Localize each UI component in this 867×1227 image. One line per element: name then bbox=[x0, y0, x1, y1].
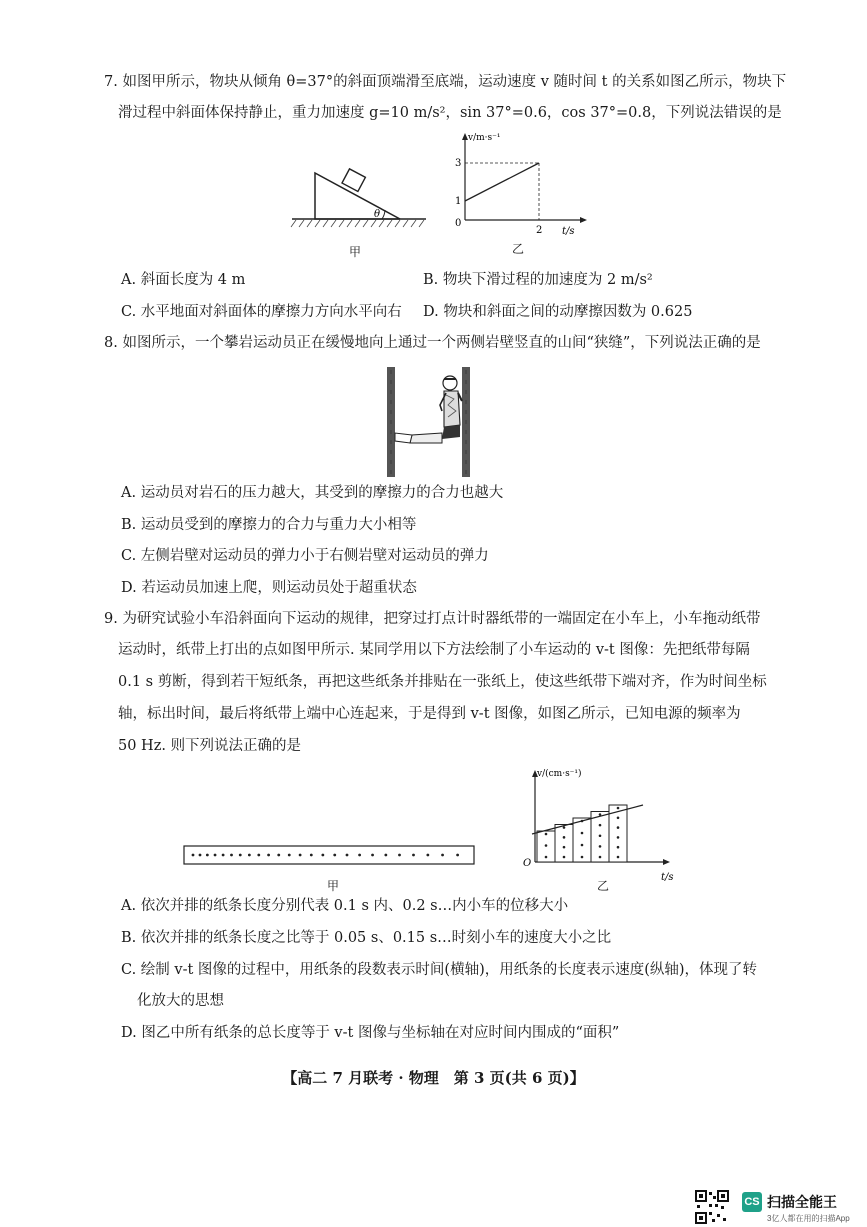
q9-stem-line4: 轴，标出时间，最后将纸带上端中心连起来，于是得到 v-t 图像，如图乙所示，已知电源的频率为 bbox=[118, 706, 741, 722]
q8-option-d: D. 若运动员加速上爬，则运动员处于超重状态 bbox=[121, 580, 417, 596]
q7-vt-xlabel: t/s bbox=[562, 226, 575, 237]
q9-fig-b-caption: 乙 bbox=[597, 879, 610, 893]
strip-dot bbox=[599, 856, 602, 859]
tape-dot bbox=[371, 854, 374, 857]
tape-dot bbox=[321, 854, 324, 857]
q7-stem-line1: 7. 如图甲所示，物块从倾角 θ=37°的斜面顶端滑至底端，运动速度 v 随时间 t 的关系如图乙所示，物块下 bbox=[104, 74, 787, 90]
tape-dot bbox=[257, 854, 260, 857]
strip-dot bbox=[599, 845, 602, 848]
tape-dot bbox=[384, 854, 387, 857]
tape-dot bbox=[277, 854, 280, 857]
q9-option-c-line1: C. 绘制 v-t 图像的过程中，用纸条的段数表示时间(横轴)，用纸条的长度表示速度(纵轴)，体现了转 bbox=[121, 962, 758, 978]
q9-option-c-line2: 化放大的思想 bbox=[137, 993, 224, 1009]
tape-dot bbox=[248, 854, 251, 857]
q9-vt-xlabel: t/s bbox=[661, 872, 674, 883]
tape-dot bbox=[333, 854, 336, 857]
strip-dot bbox=[563, 826, 566, 829]
tape-dot bbox=[239, 854, 242, 857]
q9-vt-strip-graph bbox=[515, 767, 675, 882]
q7-theta-label: θ bbox=[374, 209, 381, 220]
strip-dot bbox=[545, 844, 548, 847]
q7-incline-figure bbox=[290, 165, 430, 245]
strip-dot bbox=[563, 836, 566, 839]
tape-dot bbox=[398, 854, 401, 857]
tape-dot bbox=[456, 854, 459, 857]
strip-dot bbox=[599, 834, 602, 837]
scanner-brand bbox=[742, 1192, 837, 1212]
strip-dot bbox=[617, 856, 620, 859]
tape-dot bbox=[358, 854, 361, 857]
q7-vt-ytick-3: 3 bbox=[455, 158, 462, 169]
tape-dot bbox=[426, 854, 429, 857]
strip-dot bbox=[563, 846, 566, 849]
tape-dot bbox=[199, 854, 202, 857]
q7-option-c: C. 水平地面对斜面体的摩擦力方向水平向右 bbox=[121, 304, 402, 320]
q7-fig-a-caption: 甲 bbox=[349, 245, 362, 259]
q7-vt-xtick-2: 2 bbox=[536, 225, 543, 236]
q9-stem-line1: 9. 为研究试验小车沿斜面向下运动的规律，把穿过打点计时器纸带的一端固定在小车上，小车拖动纸带 bbox=[104, 611, 761, 627]
tape-dot bbox=[230, 854, 233, 857]
cs-logo-icon: CS bbox=[742, 1192, 762, 1212]
q9-stem-line3: 0.1 s 剪断，得到若干短纸条，再把这些纸条并排贴在一张纸上，使这些纸带下端对齐，作为时间坐标 bbox=[118, 674, 767, 690]
q9-vt-ylabel: v/(cm·s⁻¹) bbox=[537, 769, 582, 779]
tape-dot bbox=[441, 854, 444, 857]
tape-dot bbox=[299, 854, 302, 857]
tape-dot bbox=[192, 854, 195, 857]
q7-vt-origin: 0 bbox=[455, 218, 462, 229]
strip-dot bbox=[617, 817, 620, 820]
strip-dot bbox=[617, 826, 620, 829]
q7-option-a: A. 斜面长度为 4 m bbox=[121, 272, 246, 288]
tape-dot bbox=[222, 854, 225, 857]
strip-dot bbox=[617, 846, 620, 849]
tape-dot bbox=[288, 854, 291, 857]
scanner-brand-name: 扫描全能王 bbox=[767, 1194, 837, 1210]
strip-dot bbox=[563, 856, 566, 859]
q8-option-a: A. 运动员对岩石的压力越大，其受到的摩擦力的合力也越大 bbox=[121, 485, 504, 501]
strip-dot bbox=[545, 856, 548, 859]
strip-dot bbox=[581, 856, 584, 859]
q7-fig-b-caption: 乙 bbox=[512, 242, 525, 256]
tape-dot bbox=[206, 854, 209, 857]
q9-stem-line5: 50 Hz. 则下列说法正确的是 bbox=[118, 738, 302, 754]
q7-vt-ylabel: v/m·s⁻¹ bbox=[468, 133, 501, 143]
strip-dot bbox=[545, 833, 548, 836]
qr-code-icon bbox=[695, 1190, 729, 1224]
scanner-brand-sub: 3亿人都在用的扫描App bbox=[767, 1214, 850, 1223]
q9-fig-a-caption: 甲 bbox=[327, 879, 340, 893]
q8-climber-figure bbox=[382, 365, 477, 480]
q8-option-b: B. 运动员受到的摩擦力的合力与重力大小相等 bbox=[121, 517, 417, 533]
paper-strip bbox=[573, 818, 591, 862]
strip-dot bbox=[581, 844, 584, 847]
q7-option-b: B. 物块下滑过程的加速度为 2 m/s² bbox=[423, 272, 653, 288]
q9-option-a: A. 依次并排的纸条长度分别代表 0.1 s 内、0.2 s…内小车的位移大小 bbox=[121, 898, 569, 914]
q7-vt-ytick-1: 1 bbox=[455, 196, 462, 207]
tape-dot bbox=[310, 854, 313, 857]
q7-vt-graph bbox=[450, 132, 600, 242]
tape-dot bbox=[214, 854, 217, 857]
q9-stem-line2: 运动时，纸带上打出的点如图甲所示. 某同学用以下方法绘制了小车运动的 v-t 图像：先把纸带每隔 bbox=[118, 642, 750, 658]
tape-dot bbox=[346, 854, 349, 857]
tape-dot bbox=[267, 854, 270, 857]
q8-stem-line1: 8. 如图所示，一个攀岩运动员正在缓慢地向上通过一个两侧岩壁竖直的山间“狭缝”，下列说法正确的是 bbox=[104, 335, 761, 351]
tape-dot bbox=[412, 854, 415, 857]
q7-option-d: D. 物块和斜面之间的动摩擦因数为 0.625 bbox=[423, 304, 693, 320]
strip-dot bbox=[617, 807, 620, 810]
page-footer: 【高二 7 月联考 · 物理 第 3 页(共 6 页)】 bbox=[282, 1069, 585, 1087]
strip-dot bbox=[617, 836, 620, 839]
strip-dot bbox=[581, 832, 584, 835]
q9-paper-tape bbox=[183, 843, 478, 869]
q9-option-b: B. 依次并排的纸条长度之比等于 0.05 s、0.15 s…时刻小车的速度大小之比 bbox=[121, 930, 612, 946]
q7-stem-line2: 滑过程中斜面体保持静止，重力加速度 g=10 m/s²，sin 37°=0.6，cos 37°=0.8，下列说法错误的是 bbox=[118, 105, 782, 121]
strip-dot bbox=[599, 824, 602, 827]
q9-option-d: D. 图乙中所有纸条的总长度等于 v-t 图像与坐标轴在对应时间内围成的“面积” bbox=[121, 1025, 620, 1041]
q8-option-c: C. 左侧岩壁对运动员的弹力小于右侧岩壁对运动员的弹力 bbox=[121, 548, 489, 564]
q9-vt-origin: O bbox=[523, 858, 532, 869]
